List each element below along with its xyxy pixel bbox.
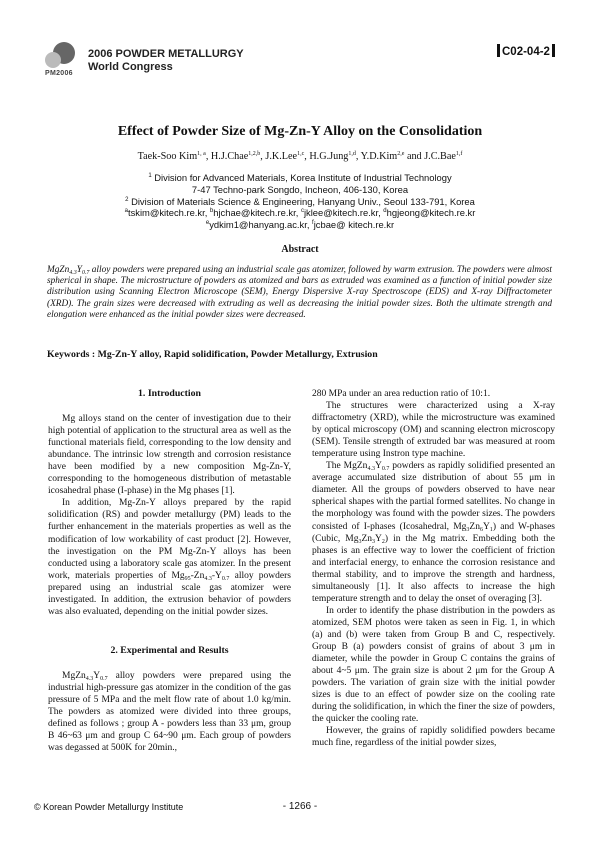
email-link[interactable]: tskim@kitech.re.kr: [127, 207, 205, 219]
email-link[interactable]: hjchae@kitech.re.kr: [213, 207, 296, 219]
paragraph: The $MgZn_{4.3}Y_{0.7}$ powders as rapidly solidified presented an average accumulated size distribution of about 55 μm in diameter. All the groups of powders observed to have near spherical shapes with the partial formed satellites. No change in the morphology was found with the powder sizes. The powders consisted of I-phases (Icosahedral, $Mg_3Zn_6Y_1$) and W-phases (Cubic, $Mg_3Zn_3Y_2$) in the Mg matrix. Embedding both the phases is an effective way to lower the coefficient of friction and interfacial energy, to enhance the corrosion resistance and thermal stability, and to improve the strength and hardness, simultaneously [1]. It also affects to increase the high temperature strength and to delay the onset of overaging [3].: [312, 461, 555, 604]
conference-line1: 2006 POWDER METALLURGY: [88, 48, 244, 60]
paper-code-text: C02-04-2: [502, 46, 550, 58]
email-link[interactable]: ydkim1@hanyang.ac.kr: [209, 219, 307, 231]
section-heading-experimental: 2. Experimental and Results: [110, 644, 229, 656]
affiliation-1-line1: $^1$ Division for Advanced Materials, Korea Institute of Industrial Technology: [148, 172, 452, 183]
email-line-1: $^a$tskim@kitech.re.kr, $^b$hjchae@kitech.re.kr, $^c$jklee@kitech.re.kr, $^d$hgjeong@kitech.re.kr: [124, 207, 476, 219]
email-line-2: $^e$ydkim1@hanyang.ac.kr, $^f$jcbae@ kitech.re.kr: [205, 219, 395, 231]
code-bar-left: [497, 44, 500, 57]
paragraph: $MgZn_{4.3}Y_{0.7}$ alloy powders were prepared using the industrial high-pressure gas atomizer in the condition of the gas pressure of 5 MPa and the melt flow rate of about 1.0 kg/min. The powders as atomized were divided into three groups, defined as follows ; group A - powders less than 33 μm, group B 46~63 μm and group C 64~90 μm. Each group of powders was degassed at 500K for 20min.,: [48, 670, 291, 754]
author-name: J.K.Lee: [265, 151, 298, 162]
author-name: H.J.Chae: [210, 151, 249, 162]
footer-copyright: © Korean Powder Metallurgy Institute: [34, 802, 184, 812]
keywords: Keywords : Mg-Zn-Y alloy, Rapid solidification, Powder Metallurgy, Extrusion: [47, 349, 378, 360]
author-name: J.C.Bae: [424, 151, 456, 162]
logo-circle-light: [45, 52, 61, 68]
paragraph: Mg alloys stand on the center of investigation due to their high potential of application to the structural area as well as the functional materials field, corresponding to the low density and abundance. The intrinsic low strength and corrosion resistance have been modified by a new composition Mg-Zn-Y, corresponding to the homogeneous distribution of metastable icosahedral phase (I-phase) in the Mg phases [1].: [48, 414, 291, 497]
email-link[interactable]: jcbae@ kitech.re.kr: [313, 219, 395, 231]
paragraph: In addition, Mg-Zn-Y alloys prepared by the rapid solidification (RS) and powder metallurgy (PM) leads to the further enhancement in the materials properties as well as the modification of low workability of cast product [2]. However, the investigation on the PM Mg-Zn-Y alloys has been conducted using a laboratory scale gas atomizer. In the present work, materials properties of $Mg_{95}-Zn_{4.3}-Y_{0.7}$ alloy powders prepared using an industrial scale gas atomizer were investigated. In addition, the extrusion behavior of powders was also evaluated, depending on the initial powder sizes.: [48, 498, 291, 617]
section-heading-introduction: 1. Introduction: [138, 388, 201, 399]
author-sup: 2,e: [397, 151, 405, 157]
author-name: H.G.Jung: [309, 151, 349, 162]
affiliation-2: $^2$ Division of Materials Science & Engineering, Hanyang Univ., Seoul 133-791, Korea: [125, 195, 475, 207]
paragraph: In order to identify the phase distribution in the powders as atomized, SEM photos were taken as seen in Fig. 1, in which (a) and (b) were taken from Group B and C, respectively. Group B (a) powders consist of grains of about 3 μm in diameter, while the powder in Group C contains the grains of about 4~5 μm. The grain size is about 2 μm for the Group A powders. The variation of grain size with the initial powder sizes is due to an effect of powder size on the cooling rate during the solidification, in which the finer the size of powders, the quicker the cooling rate.: [312, 605, 555, 725]
abstract-heading: Abstract: [281, 244, 319, 255]
pm2006-logo: [45, 42, 79, 82]
paper-title: Effect of Powder Size of Mg-Zn-Y Alloy on the Consolidation: [117, 124, 483, 139]
right-column: [312, 388, 555, 749]
email-link[interactable]: jklee@kitech.re.kr: [303, 207, 379, 219]
affiliation-1-line2: 7-47 Techno-park Songdo, Incheon, 406-130, Korea: [191, 183, 409, 195]
paragraph: The structures were characterized using a X-ray diffractometry (XRD), while the microstructure was examined by optical microscopy (OM) and scanning electron microscopy (SEM). Tensile strength of extruded bar was measured at room temperature using Instron type machine.: [312, 401, 555, 460]
author-sup: 1,f: [455, 151, 463, 157]
author-sup: 1,c: [297, 151, 305, 157]
code-bar-right: [552, 44, 555, 57]
conference-line2: World Congress: [88, 61, 173, 73]
logo-label: PM2006: [45, 70, 73, 77]
author-name: Taek-Soo Kim: [137, 151, 198, 162]
email-link[interactable]: hgjeong@kitech.re.kr: [386, 207, 476, 219]
affiliations: [0, 172, 600, 231]
paragraph: 280 MPa under an area reduction ratio of 10:1.: [312, 389, 491, 399]
conference-name: [88, 48, 244, 74]
author-name: Y.D.Kim: [360, 151, 398, 162]
page-number: - 1266 -: [282, 801, 318, 812]
author-sup: 1,d: [348, 151, 356, 157]
author-sup: 1, a: [197, 151, 206, 157]
abstract-text: $MgZn_{4.3}Y_{0.7}$ alloy powders were prepared using an industrial scale gas atomizer, followed by warm extrusion. The powders were almost spherical in shape. The microstructure of powders as atomized and bars as extruded was examined as a function of initial powder size distribution using Scanning Electron Microscope (SEM), Energy Dispersive X-ray Spectroscope (EDS) and X-ray Diffractometer (XRD). The grain sizes were decreased with extruding as well as decreasing the initial powder sizes. Both the ultimate strength and elongation were enhanced as the initial powder sizes were decreased.: [47, 265, 552, 320]
author-list: Taek-Soo Kim$^{1, a}$, H.J.Chae$^{1,2,b}$, J.K.Lee$^{1,c}$, H.G.Jung$^{1,d}$, Y.D.Kim$^{2,e}$ and J.C.Bae$^{1,f}$: [137, 151, 463, 162]
paper-code: [495, 44, 557, 58]
author-sup: 1,2,b: [248, 151, 261, 157]
left-column: [48, 388, 291, 754]
paragraph: However, the grains of rapidly solidified powders became much fine, regardless of the initial powder sizes,: [312, 726, 555, 749]
